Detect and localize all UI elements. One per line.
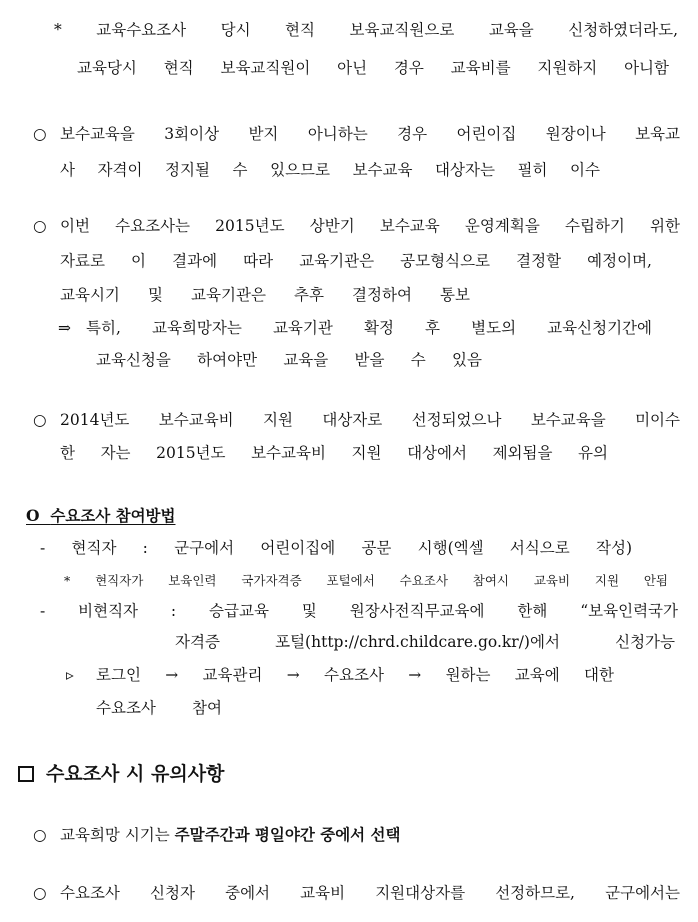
bullet-marker: ○ [33, 217, 47, 235]
section-heading [18, 760, 224, 788]
intro-note-line2: 교육당시 현직 보육교직원이 아닌 경우 교육비를 지원하지 아니함 [77, 59, 669, 77]
bullet4-plain: 교육희망 시기는 [60, 826, 175, 844]
method-noncurrent-line1: - 비현직자 : 승급교육 및 원장사전직무교육에 한해 “보육인력국가 [40, 602, 678, 620]
square-box-icon [18, 766, 34, 782]
bullet5-line1: 수요조사 신청자 중에서 교육비 지원대상자를 선정하므로, 군구에서는 [60, 884, 680, 902]
method-marker: O [26, 506, 40, 525]
method-current-note: * 현직자가 보육인력 국가자격증 포털에서 수요조사 참여시 교육비 지원 안됨 [64, 573, 668, 588]
bullet1-line1: 보수교육을 3회이상 받지 아니하는 경우 어린이집 원장이나 보육교 [60, 125, 680, 143]
method-step-line2: 수요조사 참여 [96, 699, 222, 717]
bullet-marker: ○ [33, 125, 47, 143]
bullet4-text [60, 825, 400, 847]
bullet2-line2: 자료로 이 결과에 따라 교육기관은 공모형식으로 결정할 예정이며, [60, 252, 652, 270]
arrow-marker: ⇒ [58, 319, 71, 337]
bullet-marker: ○ [33, 411, 47, 429]
bullet1-line2: 사 자격이 정지될 수 있으므로 보수교육 대상자는 필히 이수 [60, 161, 600, 179]
bullet4-bold: 주말주간과 평일야간 중에서 선택 [174, 825, 401, 844]
method-heading [26, 506, 176, 528]
bullet-marker: ○ [33, 826, 47, 844]
bullet2-sub-line1: 특히, 교육희망자는 교육기관 확정 후 별도의 교육신청기간에 [86, 319, 652, 337]
method-step-line1: 로그인 → 교육관리 → 수요조사 → 원하는 교육에 대한 [96, 666, 614, 684]
bullet-marker: ○ [33, 884, 47, 902]
intro-note-line1: * 교육수요조사 당시 현직 보육교직원으로 교육을 신청하였더라도, [54, 21, 678, 39]
bullet2-line1: 이번 수요조사는 2015년도 상반기 보수교육 운영계획을 수립하기 위한 [60, 217, 680, 235]
section-title: 수요조사 시 유의사항 [46, 763, 225, 785]
bullet3-line1: 2014년도 보수교육비 지원 대상자로 선정되었으나 보수교육을 미이수 [60, 411, 680, 429]
bullet2-sub-line2: 교육신청을 하여야만 교육을 받을 수 있음 [96, 351, 482, 369]
method-noncurrent-line2: 자격증 포털(http://chrd.childcare.go.kr/)에서 신청가능 [175, 633, 675, 651]
method-current-staff: - 현직자 : 군구에서 어린이집에 공문 시행(엑셀 서식으로 작성) [40, 539, 632, 557]
bullet2-line3: 교육시기 및 교육기관은 추후 결정하여 통보 [60, 286, 470, 304]
method-title: 수요조사 참여방법 [50, 506, 176, 525]
step-marker: ▹ [66, 666, 74, 684]
bullet3-line2: 한 자는 2015년도 보수교육비 지원 대상에서 제외됨을 유의 [60, 444, 608, 462]
